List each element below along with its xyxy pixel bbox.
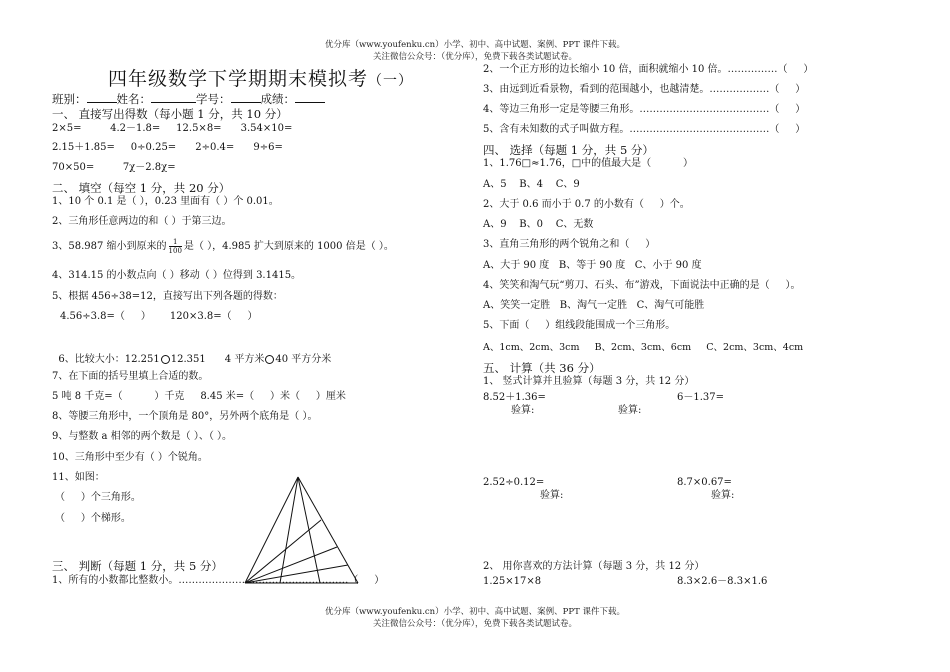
section2-heading: 二、 填空（每空 1 分，共 20 分） bbox=[52, 181, 231, 195]
compare-circle-2[interactable] bbox=[265, 355, 274, 364]
section4-q5-options: A、1cm、2cm、3cm B、2cm、3cm、6cm C、2cm、3cm、4cm bbox=[483, 342, 804, 353]
section4-q3-options: A、大于 90 度 B、等于 90 度 C、小于 90 度 bbox=[483, 260, 702, 271]
section4-q4: 4、笑笑和淘气玩“剪刀、石头、布”游戏，下面说法中正确的是（ ）。 bbox=[483, 280, 801, 291]
section2-q7: 7、在下面的括号里填上合适的数。 bbox=[52, 371, 209, 382]
triangle-inner-line-1 bbox=[280, 477, 298, 583]
section3-q4: 4、等边三角形一定是等腰三角形。…………………………………（ ） bbox=[483, 104, 806, 115]
section4-q3: 3、直角三角形的两个锐角之和（ ） bbox=[483, 239, 656, 250]
check-label-4: 验算: bbox=[711, 490, 735, 501]
section3-q2: 2、一个正方形的边长缩小 10 倍，面积就缩小 10 倍。……………（ ） bbox=[483, 64, 814, 75]
section2-q9: 9、与整数 a 相邻的两个数是（ ）、（ ）。 bbox=[52, 431, 233, 442]
section3-q3: 3、由远到近看景物，看到的范围越小，也越清楚。………………（ ） bbox=[483, 84, 806, 95]
triangle-right-side bbox=[298, 477, 358, 583]
calc-6: 8.3×2.6－8.3×1.6 bbox=[677, 576, 768, 587]
section4-q5: 5、下面（ ）组线段能围成一个三角形。 bbox=[483, 320, 676, 331]
q3-text-a: 3、58.987 缩小到原来的 bbox=[52, 241, 167, 252]
triangle-left-side bbox=[245, 477, 298, 583]
q3-text-b: 是（ ），4.985 扩大到原来的 1000 倍是（ ）。 bbox=[183, 241, 394, 252]
section2-q11-b: （ ）个梯形。 bbox=[55, 513, 131, 524]
section1-heading: 一、 直接写出得数（每小题 1 分，共 10 分） bbox=[52, 107, 288, 121]
section2-q6 bbox=[52, 342, 331, 366]
section3-heading: 三、 判断（每题 1 分，共 5 分） bbox=[52, 559, 223, 573]
title-main: 四年级数学下学期期末模拟考 bbox=[108, 68, 369, 90]
section2-q11-a: （ ）个三角形。 bbox=[55, 492, 141, 503]
section1-row2: 2.15＋1.85= 0÷0.25= 2÷0.4= 9÷6= bbox=[52, 142, 283, 153]
title-suffix: （一） bbox=[368, 73, 414, 89]
name-label: 姓名： bbox=[116, 92, 151, 106]
calc-1: 8.52＋1.36= bbox=[483, 392, 546, 403]
triangle-cross-line-1 bbox=[245, 520, 321, 583]
q6-text-c: 40 平方分米 bbox=[275, 354, 332, 365]
section2-q8: 8、等腰三角形中，一个顶角是 80°，另外两个底角是（ ）。 bbox=[52, 411, 318, 422]
check-label-2: 验算: bbox=[618, 405, 642, 416]
page-footer-line2: 关注微信公众号：（优分库），免费下载各类试题试卷。 bbox=[372, 619, 577, 629]
triangle-figure bbox=[240, 475, 365, 587]
section2-q5: 5、根据 456÷38=12，直接写出下列各题的得数： bbox=[52, 291, 283, 302]
section4-q2-options: A、9 B、0 C、无数 bbox=[483, 219, 594, 230]
section1-row1: 2×5= 4.2－1.8= 12.5×8= 3.54×10= bbox=[52, 123, 293, 134]
section1-row3: 70×50= 7χ－2.8χ= bbox=[52, 162, 176, 173]
section4-q1-options: A、5 B、4 C、9 bbox=[483, 179, 580, 190]
section5-sub2: 2、 用你喜欢的方法计算（每题 3 分，共 12 分） bbox=[483, 561, 705, 572]
section4-q4-options: A、笑笑一定胜 B、淘气一定胜 C、淘气可能胜 bbox=[483, 300, 705, 311]
number-blank[interactable] bbox=[231, 92, 261, 103]
q6-text-b: 12.351 4 平方米 bbox=[170, 354, 265, 365]
calc-3: 2.52÷0.12= bbox=[483, 477, 545, 488]
section5-sub1: 1、 竖式计算并且验算（每题 3 分，共 12 分） bbox=[483, 376, 695, 387]
q6-text-a: 6、比较大小：12.251 bbox=[58, 354, 160, 365]
section2-q7-sub: 5 吨 8 千克=（ ）千克 8.45 米=（ ）米（ ）厘米 bbox=[52, 391, 346, 402]
section3-q1: 1、所有的小数都比整数小。……………………………………………（ ） bbox=[52, 575, 385, 586]
calc-2: 6－1.37= bbox=[677, 392, 725, 403]
section2-q5-sub: 4.56÷3.8=（ ） 120×3.8=（ ） bbox=[60, 311, 258, 322]
q3-denominator: 100 bbox=[168, 247, 182, 255]
section2-q3 bbox=[52, 238, 394, 255]
q3-numerator: 1 bbox=[169, 238, 182, 247]
class-label: 班别： bbox=[52, 92, 87, 106]
student-info-row bbox=[52, 91, 325, 107]
score-label: 成绩： bbox=[260, 92, 295, 106]
calc-5: 1.25×17×8 bbox=[483, 576, 542, 587]
page-header-line1: 优分库（www.youfenku.cn）小学、初中、高中试题、案例、PPT 课件下载。 bbox=[325, 40, 625, 50]
page-footer-line1: 优分库（www.youfenku.cn）小学、初中、高中试题、案例、PPT 课件下载。 bbox=[325, 607, 625, 617]
section4-q2: 2、大于 0.6 而小于 0.7 的小数有（ ）个。 bbox=[483, 199, 690, 210]
section4-q1: 1、1.76□≈1.76，□中的值最大是（ ） bbox=[483, 158, 693, 169]
compare-circle-1[interactable] bbox=[161, 355, 170, 364]
name-blank[interactable] bbox=[151, 92, 196, 103]
class-blank[interactable] bbox=[87, 92, 117, 103]
section5-heading: 五、 计算（共 36 分） bbox=[483, 361, 601, 375]
section2-q2: 2、三角形任意两边的和（ ）于第三边。 bbox=[52, 216, 232, 227]
section2-q4: 4、314.15 的小数点向（ ）移动（ ）位得到 3.1415。 bbox=[52, 270, 302, 281]
section4-heading: 四、 选择（每题 1 分，共 5 分） bbox=[483, 143, 654, 157]
check-label-3: 验算: bbox=[540, 490, 564, 501]
section3-q5: 5、含有未知数的式子叫做方程。……………………………………（ ） bbox=[483, 124, 806, 135]
page-header-line2: 关注微信公众号：（优分库），免费下载各类试题试卷。 bbox=[372, 52, 577, 62]
section2-q10: 10、三角形中至少有（ ）个锐角。 bbox=[52, 452, 208, 463]
check-label-1: 验算: bbox=[511, 405, 535, 416]
q3-fraction bbox=[169, 238, 182, 255]
section2-q11: 11、如图： bbox=[52, 472, 105, 483]
section2-q1: 1、10 个 0.1 是（ ），0.23 里面有（ ）个 0.01。 bbox=[52, 196, 279, 207]
calc-4: 8.7×0.67= bbox=[677, 477, 732, 488]
score-blank[interactable] bbox=[295, 92, 325, 103]
page-title bbox=[108, 64, 413, 91]
number-label: 学号： bbox=[196, 92, 231, 106]
